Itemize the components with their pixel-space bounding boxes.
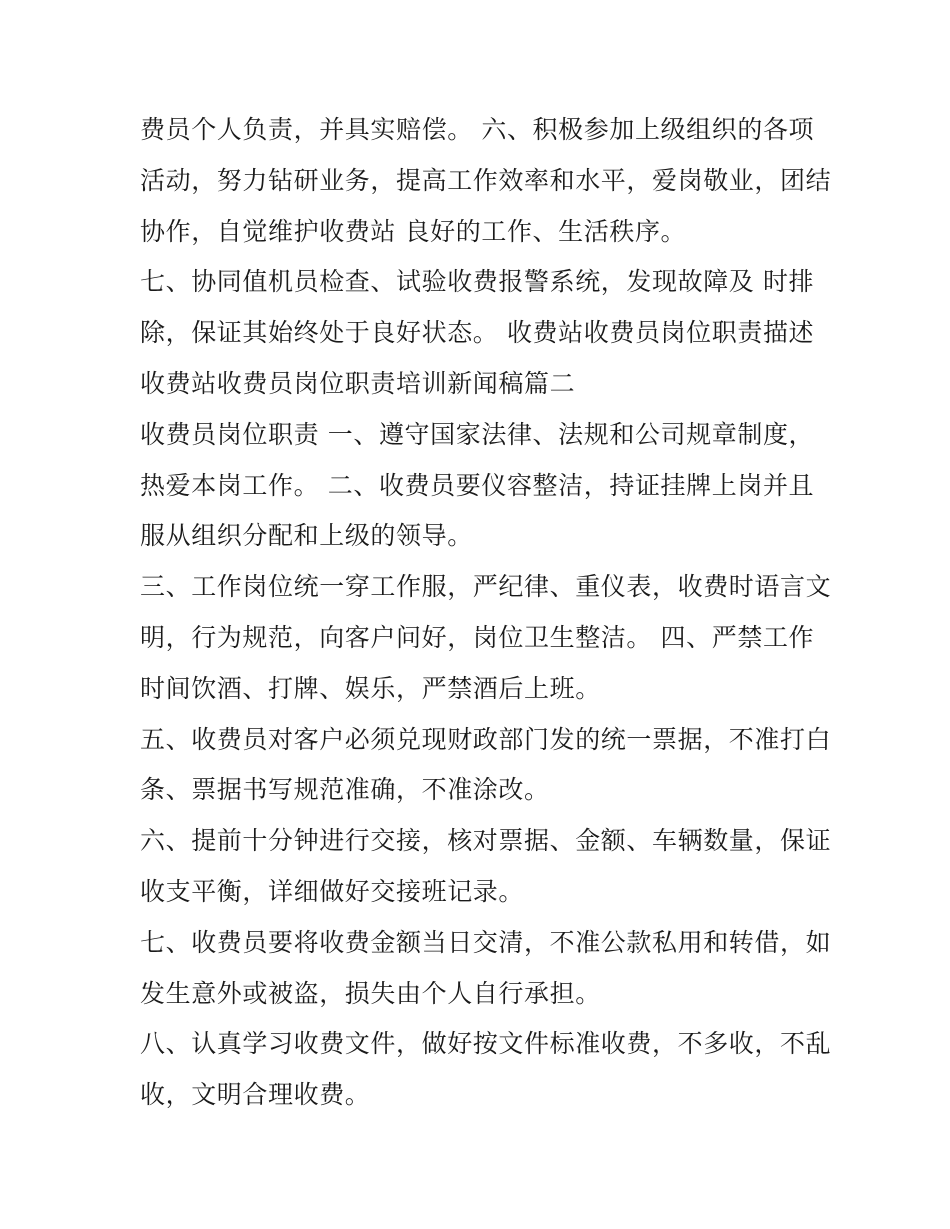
text-line: 服从组织分配和上级的领导。 (140, 521, 473, 551)
text-line: 收费员岗位职责 一、遵守国家法律、法规和公司规章制度， (140, 419, 815, 449)
text-line: 明，行为规范，向客户问好，岗位卫生整洁。 四、严禁工作 (140, 622, 815, 652)
text-line: 七、收费员要将收费金额当日交清，不准公款私用和转借，如 (140, 927, 832, 957)
text-line: 六、提前十分钟进行交接，核对票据、金额、车辆数量，保证 (140, 826, 832, 856)
section-heading: 收费站收费员岗位职责培训新闻稿篇二 (140, 368, 576, 398)
text-line: 五、收费员对客户必须兑现财政部门发的统一票据，不准打白 (140, 724, 832, 754)
document-body (140, 105, 830, 1121)
text-line: 收，文明合理收费。 (140, 1080, 371, 1110)
text-line: 热爱本岗工作。 二、收费员要仪容整洁，持证挂牌上岗并且 (140, 470, 815, 500)
text-line: 八、认真学习收费文件，做好按文件标准收费，不多收，不乱 (140, 1029, 832, 1059)
text-line: 时间饮酒、打牌、娱乐，严禁酒后上班。 (140, 673, 601, 703)
text-line: 收支平衡，详细做好交接班记录。 (140, 876, 525, 906)
text-line: 除，保证其始终处于良好状态。 收费站收费员岗位职责描述 (140, 318, 815, 348)
text-line: 协作，自觉维护收费站 良好的工作、生活秩序。 (140, 216, 687, 246)
text-line: 发生意外或被盗，损失由个人自行承担。 (140, 978, 601, 1008)
text-line: 七、协同值机员检查、试验收费报警系统，发现故障及 时排 (140, 267, 815, 297)
text-line: 三、工作岗位统一穿工作服，严纪律、重仪表，收费时语言文 (140, 572, 832, 602)
text-line: 条、票据书写规范准确，不准涂改。 (140, 775, 550, 805)
text-line: 费员个人负责，并具实赔偿。 六、积极参加上级组织的各项 (140, 115, 815, 144)
text-line: 活动，努力钻研业务，提高工作效率和水平，爱岗敬业，团结 (140, 165, 832, 195)
